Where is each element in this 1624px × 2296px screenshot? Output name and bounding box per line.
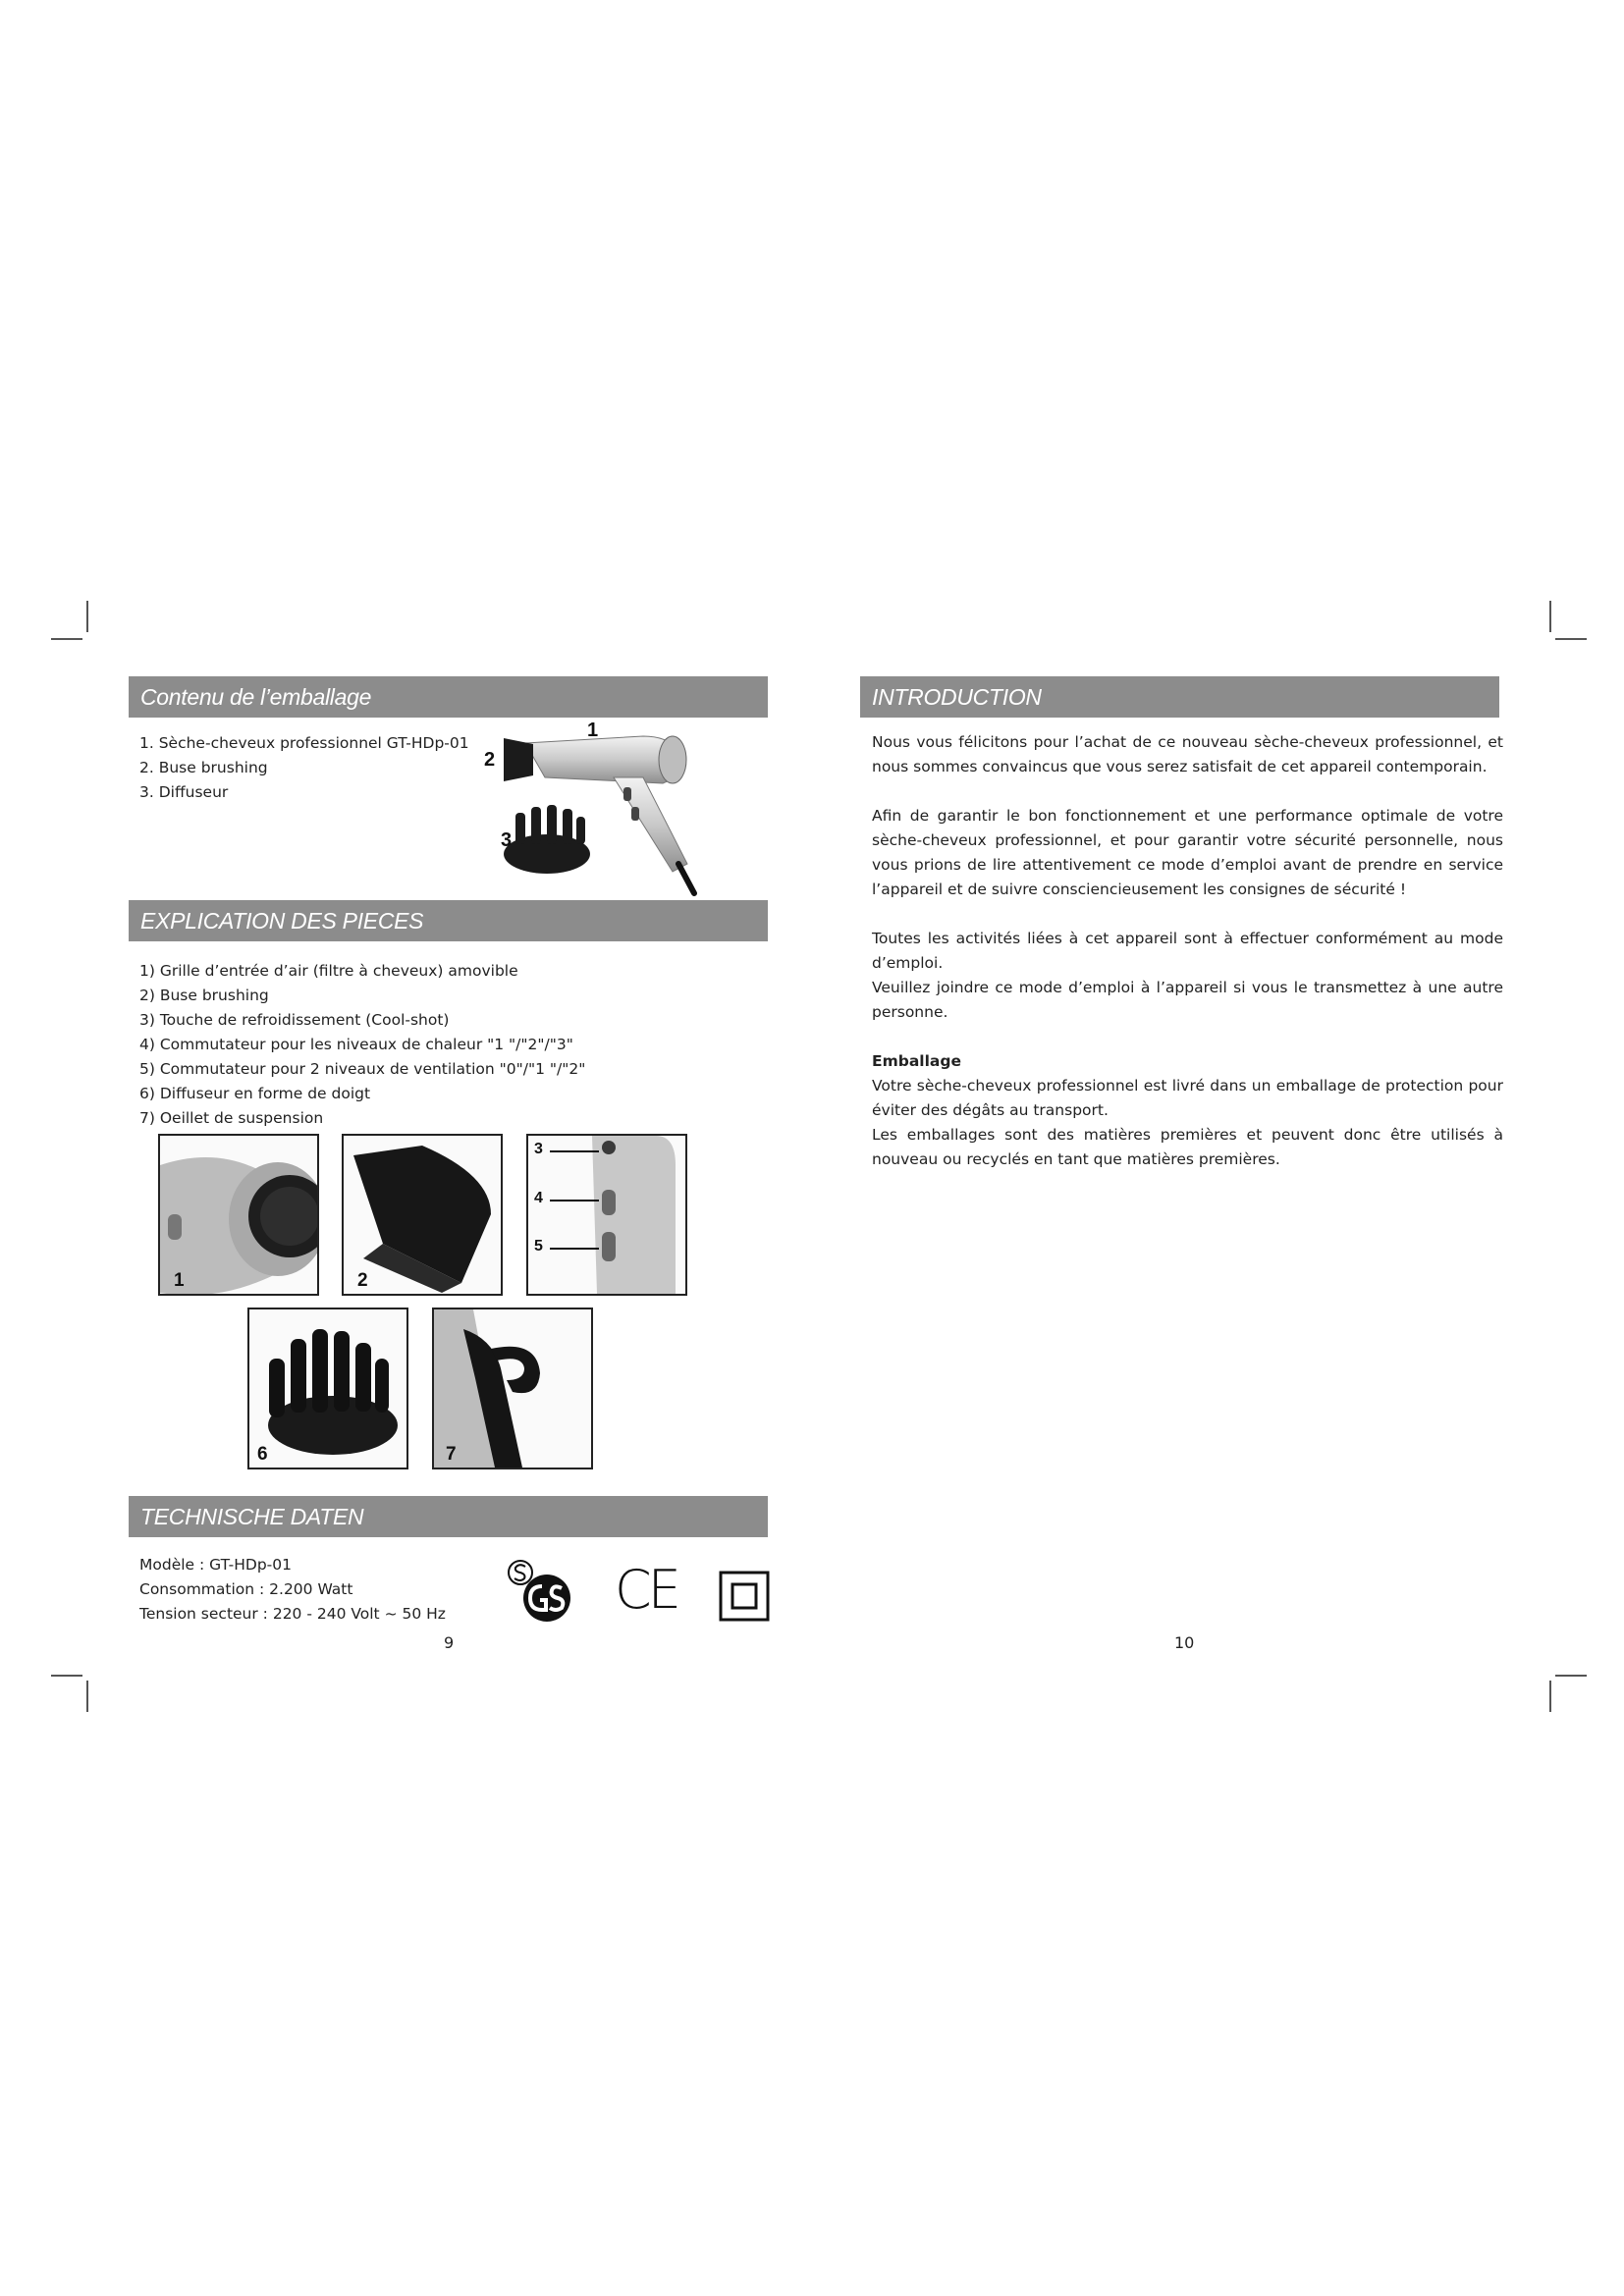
list-item: 4) Commutateur pour les niveaux de chaleur "1 "/"2"/"3" <box>139 1036 573 1053</box>
part-photo-control-switches <box>526 1134 687 1296</box>
crop-mark <box>86 601 88 632</box>
intro-paragraph: Afin de garantir le bon fonctionnement et une performance optimale de votre sèche-cheveux professionnel, et pour garantir votre sécurité personnelle, nous vous prions de lire attentivement ce mode d’emploi avant de prendre en service l’appareil et de suivre consciencieusement les consignes de sécurité ! <box>872 807 1503 898</box>
photo-label: 2 <box>357 1270 368 1291</box>
callout-label: 1 <box>587 720 599 741</box>
list-item: 2. Buse brushing <box>139 759 268 776</box>
page-number: 9 <box>444 1633 455 1652</box>
part-photo-brushing-nozzle <box>342 1134 503 1296</box>
crop-mark <box>1555 1675 1587 1677</box>
explication-list <box>139 959 689 1131</box>
ce-mark-icon: CE <box>615 1559 677 1621</box>
photo-label: 6 <box>257 1444 268 1465</box>
contenu-list <box>139 731 496 805</box>
part-photo-hanging-loop <box>432 1308 593 1469</box>
page-number: 10 <box>1174 1633 1195 1652</box>
crop-mark <box>86 1681 88 1712</box>
spec-power: Consommation : 2.200 Watt <box>139 1580 353 1598</box>
intro-paragraph: Les emballages sont des matières premières et peuvent donc être utilisés à nouveau ou recyclés en tant que matières premières. <box>872 1126 1503 1168</box>
section-title-introduction: INTRODUCTION <box>860 676 1499 718</box>
crop-mark <box>51 638 82 640</box>
list-item: 5) Commutateur pour 2 niveaux de ventilation "0"/"1 "/"2" <box>139 1060 586 1078</box>
section-title-contenu: Contenu de l’emballage <box>129 676 768 718</box>
callout-label: 3 <box>501 829 513 851</box>
technical-specs <box>139 1553 454 1627</box>
callout-label: 2 <box>484 749 496 771</box>
class-ii-double-insulation-icon <box>719 1571 770 1622</box>
intro-paragraph: Toutes les activités liées à cet appareil sont à effectuer conformément au mode d’emploi. <box>872 930 1503 972</box>
intro-paragraph: Nous vous félicitons pour l’achat de ce nouveau sèche-cheveux professionnel, et nous sommes convaincus que vous serez satisfait de cet appareil contemporain. <box>872 733 1503 775</box>
list-item: 3) Touche de refroidissement (Cool-shot) <box>139 1011 450 1029</box>
list-item: 1. Sèche-cheveux professionnel GT-HDp-01 <box>139 734 469 752</box>
spec-voltage: Tension secteur : 220 - 240 Volt ~ 50 Hz <box>139 1605 446 1623</box>
crop-mark <box>51 1675 82 1677</box>
photo-label: 3 <box>534 1141 543 1157</box>
list-item: 1) Grille d’entrée d’air (filtre à cheveux) amovible <box>139 962 518 980</box>
spec-model: Modèle : GT-HDp-01 <box>139 1556 292 1574</box>
crop-mark <box>1555 638 1587 640</box>
hair-dryer-product-illustration <box>486 717 722 903</box>
list-item: 2) Buse brushing <box>139 987 269 1004</box>
photo-label: 5 <box>534 1238 543 1255</box>
section-title-explication: EXPLICATION DES PIECES <box>129 900 768 941</box>
photo-label: 1 <box>174 1270 185 1291</box>
photo-label: 7 <box>446 1444 457 1465</box>
list-item: 6) Diffuseur en forme de doigt <box>139 1085 371 1102</box>
photo-label: 4 <box>534 1190 543 1206</box>
crop-mark <box>1549 601 1551 632</box>
emballage-heading: Emballage <box>872 1052 961 1070</box>
crop-mark <box>1549 1681 1551 1712</box>
part-photo-finger-diffuser <box>247 1308 408 1469</box>
intro-paragraph: Votre sèche-cheveux professionnel est livré dans un emballage de protection pour éviter des dégâts au transport. <box>872 1077 1503 1119</box>
introduction-body <box>872 730 1503 1172</box>
list-item: 7) Oeillet de suspension <box>139 1109 324 1127</box>
part-photo-air-intake-grille <box>158 1134 319 1296</box>
section-title-technische: TECHNISCHE DATEN <box>129 1496 768 1537</box>
gs-safety-mark-icon <box>503 1557 581 1626</box>
list-item: 3. Diffuseur <box>139 783 229 801</box>
intro-paragraph: Veuillez joindre ce mode d’emploi à l’appareil si vous le transmettez à une autre personne. <box>872 979 1503 1021</box>
